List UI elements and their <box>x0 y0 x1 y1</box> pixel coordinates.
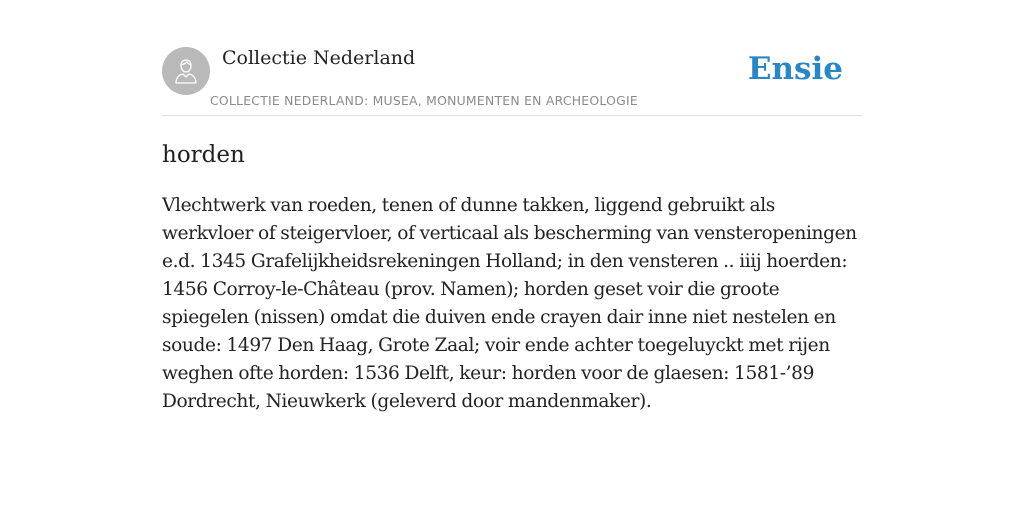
page-container <box>162 0 862 412</box>
author-avatar[interactable] <box>162 47 210 95</box>
entry-definition: Vlechtwerk van roeden, tenen of dunne takken, liggend gebruikt als werkvloer of steigervloer, of verticaal als bescherming van vensteropeningen e.d. 1345 Grafelijkheidsrekeningen Holland; in den vensteren .. iiij hoerden: 1456 Corroy-le-Château (prov. Namen); horden geset voir die groote spiegelen (nissen) omdat die duiven ende crayen dair inne niet nestelen en soude: 1497 Den Haag, Grote Zaal; voir ende achter toegeluyckt met rijen weghen ofte horden: 1536 Delft, keur: horden voor de glaesen: 1581-’89 Dordrecht, Nieuwkerk (geleverd door mandenmaker). <box>162 195 857 412</box>
page-header <box>162 0 862 116</box>
user-silhouette-icon <box>171 56 201 86</box>
author-name[interactable]: Collectie Nederland <box>222 47 416 69</box>
author-subtitle: COLLECTIE NEDERLAND: MUSEA, MONUMENTEN EN ARCHEOLOGIE <box>210 93 638 108</box>
entry-term: horden <box>162 142 245 168</box>
ensie-logo[interactable]: Ensie <box>747 51 843 87</box>
